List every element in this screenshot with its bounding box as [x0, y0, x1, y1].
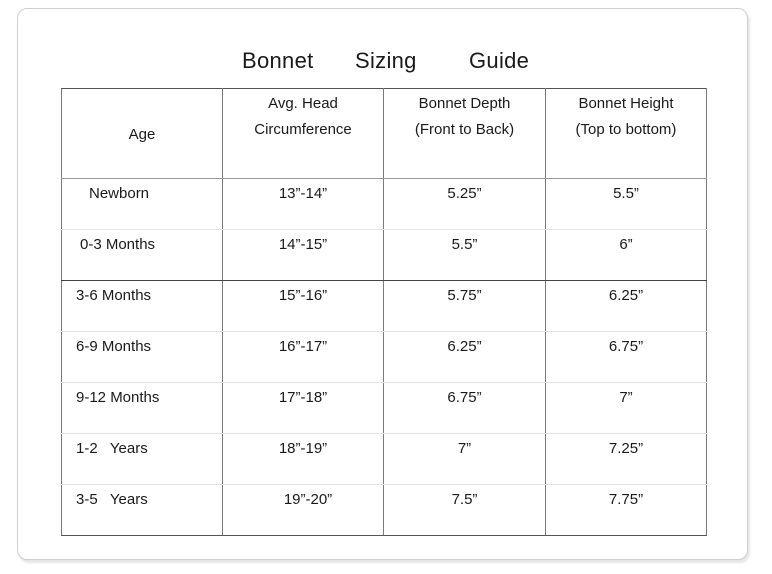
page-title [0, 44, 772, 78]
table-row [62, 281, 707, 332]
table-row [62, 179, 707, 230]
header-circumference-line1: Avg. Head [268, 95, 338, 112]
header-age-label: Age [128, 126, 156, 143]
age-value: 3-6 Months [76, 287, 152, 304]
title-word-bonnet: Bonnet [242, 48, 314, 73]
circumference-value: 14”-15” [278, 236, 328, 253]
header-height-line2: (Top to bottom) [575, 121, 677, 138]
height-value: 6” [619, 236, 633, 253]
depth-value: 5.25” [447, 185, 482, 202]
cell-circumference [223, 179, 384, 230]
table-row [62, 434, 707, 485]
depth-value: 6.75” [447, 389, 482, 406]
cell-age [62, 179, 223, 230]
cell-circumference [223, 383, 384, 434]
table-header [62, 89, 707, 179]
height-value: 6.75” [608, 338, 644, 355]
age-value: 6-9 Months [76, 338, 152, 355]
cell-circumference [223, 434, 384, 485]
cell-height [546, 383, 707, 434]
cell-age [62, 332, 223, 383]
title-word-guide: Guide [469, 48, 530, 73]
circumference-value: 16”-17” [278, 338, 328, 355]
cell-circumference [223, 485, 384, 536]
cell-height [546, 281, 707, 332]
depth-value: 5.75” [447, 287, 482, 304]
header-depth-line1: Bonnet Depth [418, 95, 511, 112]
header-height-line1: Bonnet Height [578, 95, 674, 112]
depth-value: 7.5” [451, 491, 478, 508]
title-word-sizing: Sizing [355, 48, 417, 73]
cell-depth [384, 383, 546, 434]
depth-value: 7” [457, 440, 472, 457]
depth-value: 5.5” [451, 236, 478, 253]
cell-height [546, 230, 707, 281]
cell-depth [384, 332, 546, 383]
height-value: 7.25” [608, 440, 644, 457]
depth-value: 6.25” [447, 338, 482, 355]
cell-height [546, 332, 707, 383]
cell-height [546, 485, 707, 536]
cell-age [62, 434, 223, 485]
circumference-value: 15”-16” [278, 287, 328, 304]
table-row [62, 332, 707, 383]
circumference-value: 19”-20” [283, 491, 333, 508]
height-value: 7” [619, 389, 633, 406]
header-circumference-line2: Circumference [254, 121, 352, 138]
height-value: 6.25” [608, 287, 644, 304]
age-value: 0-3 Months [80, 236, 156, 253]
cell-height [546, 434, 707, 485]
age-value: 1-2 Years [76, 440, 148, 457]
cell-circumference [223, 281, 384, 332]
table-row [62, 485, 707, 536]
height-value: 5.5” [613, 185, 639, 202]
sizing-table [61, 88, 707, 536]
table-row [62, 230, 707, 281]
header-age [62, 89, 223, 179]
table-row [62, 383, 707, 434]
circumference-value: 18”-19” [278, 440, 328, 457]
age-value: 3-5 Years [76, 491, 148, 508]
table-body [62, 179, 707, 536]
cell-depth [384, 485, 546, 536]
header-depth-line2: (Front to Back) [414, 121, 515, 138]
header-row [62, 89, 707, 179]
cell-depth [384, 434, 546, 485]
cell-depth [384, 179, 546, 230]
cell-depth [384, 230, 546, 281]
cell-height [546, 179, 707, 230]
age-value: Newborn [89, 185, 150, 202]
cell-circumference [223, 230, 384, 281]
age-value: 9-12 Months [76, 389, 160, 406]
cell-depth [384, 281, 546, 332]
header-height [546, 89, 707, 179]
height-value: 7.75” [608, 491, 644, 508]
header-depth [384, 89, 546, 179]
cell-circumference [223, 332, 384, 383]
circumference-value: 17”-18” [278, 389, 328, 406]
header-circumference [223, 89, 384, 179]
cell-age [62, 281, 223, 332]
cell-age [62, 383, 223, 434]
cell-age [62, 230, 223, 281]
circumference-value: 13”-14” [278, 185, 328, 202]
cell-age [62, 485, 223, 536]
